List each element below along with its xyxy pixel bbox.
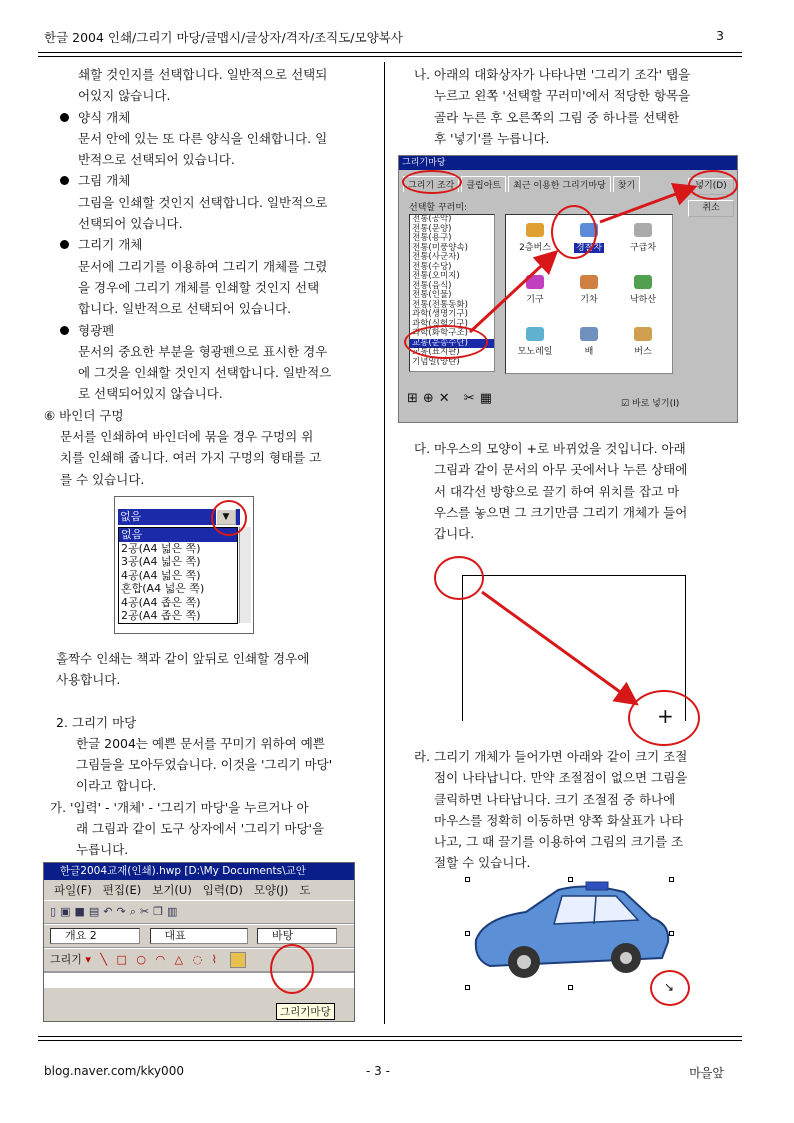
text-line: 사용합니다. — [56, 672, 121, 688]
text-line: 서 대각선 방향으로 끌기 하여 위치를 잡고 마 — [434, 483, 680, 499]
text-line: 홀짝수 인쇄는 책과 같이 앞뒤로 인쇄할 경우에 — [56, 651, 310, 666]
text-line: 그림을 인쇄할 것인지 선택합니다. 일반적으로 — [78, 194, 328, 210]
insert-now-checkbox[interactable]: ☑ 바로 넣기(I) — [621, 399, 680, 409]
item-label: 낙하산 — [629, 295, 657, 305]
list-item[interactable]: 전통(용구) — [412, 233, 452, 243]
section-drawing-gallery: 2. 그리기 마당 — [56, 714, 137, 730]
bullet-highlighter: 형광펜 — [44, 320, 370, 341]
dialog-title: 그리기마당 — [399, 156, 737, 170]
dropdown-option[interactable]: 3공(A4 넓은 쪽) — [121, 555, 201, 568]
list-item[interactable]: 교통(운송수단) — [410, 339, 494, 349]
tooltip: 그리기마당 — [276, 1003, 335, 1020]
text-line: 갑니다. — [434, 526, 475, 542]
text-line: 을 경우에 그리기 개체를 인쇄할 것인지 선택 — [78, 279, 320, 295]
list-item[interactable]: 전통(인물) — [412, 290, 452, 300]
chevron-down-icon[interactable]: ▼ — [216, 509, 236, 525]
bullet-picture-object: 그림 개체 — [44, 170, 370, 191]
style-select[interactable]: 개요 2 — [50, 928, 140, 944]
police-car-image[interactable] — [466, 878, 676, 990]
text-line: 이라고 합니다. — [76, 778, 157, 794]
item-label: 기차 — [580, 295, 598, 305]
text-line: 로 선택되어있지 않습니다. — [78, 386, 223, 402]
paste-icon[interactable]: ▥ — [166, 905, 182, 918]
list-item[interactable]: 전통(미풍양속) — [412, 242, 468, 253]
save-icon[interactable]: ■ — [74, 905, 89, 918]
text-line: 그림들을 모아두었습니다. 이것을 '그리기 마당' — [76, 757, 333, 773]
bullet-drawing-object: 그리기 개체 — [44, 234, 370, 255]
item-label: 배 — [584, 347, 594, 357]
dropdown-option[interactable]: 없음 — [119, 528, 237, 542]
header-page-number: 3 — [716, 28, 724, 43]
resize-handle[interactable] — [465, 877, 470, 882]
tab-search[interactable]: 찾기 — [613, 176, 640, 192]
list-item[interactable]: 과학(생명기구) — [412, 309, 468, 319]
cut-icon[interactable]: ✂ — [139, 905, 154, 918]
list-item[interactable]: 과학(실험기구) — [412, 318, 468, 329]
resize-handle[interactable] — [568, 877, 573, 882]
draw-menu[interactable]: 그리기 — [50, 953, 82, 966]
menu-tools[interactable]: 도 — [299, 883, 311, 897]
text-line: 쇄할 것인지를 선택합니다. 일반적으로 선택되 — [78, 67, 328, 82]
item-label: 경찰차 — [575, 243, 603, 253]
dialog-tool-icons[interactable]: ⊞⊕✕ ✂▦ — [407, 391, 497, 406]
menu-format[interactable]: 모양(J) — [253, 883, 289, 897]
step-ra: 라. 그리기 개체가 들어가면 아래와 같이 크기 조절 — [414, 749, 688, 764]
text-line: 누르고 왼쪽 '선택할 꾸러미'에서 적당한 항목을 — [434, 88, 691, 104]
dropdown-option[interactable]: 2공(A4 넓은 쪽) — [121, 541, 201, 555]
text-line: 합니다. 일반적으로 선택되어 있습니다. — [78, 301, 292, 317]
header-title: 한글 2004 인쇄/그리기 마당/글맵시/글상자/격자/조직도/모양복사 — [44, 30, 403, 45]
text-line: 치를 인쇄해 줍니다. 여러 가지 구멍의 형태를 고 — [60, 450, 322, 466]
bullet-form-object: 양식 개체 — [44, 107, 370, 128]
item-label: 2층버스 — [519, 243, 551, 253]
text-line: 클릭하면 나타납니다. 크기 조절점 중 하나에 — [434, 791, 676, 807]
resize-handle[interactable] — [465, 931, 470, 936]
step-da: 다. 마우스의 모양이 +로 바뀌었을 것입니다. 아래 — [414, 441, 686, 456]
right-column-lower — [414, 746, 724, 874]
resize-arrow-icon: ↘ — [664, 980, 675, 994]
tab-recent[interactable]: 최근 이용한 그리기마당 — [508, 176, 611, 192]
text-line: 점이 나타납니다. 만약 조절점이 없으면 그림을 — [434, 770, 688, 786]
text-line: 나고, 그 때 끌기를 이용하여 그림의 크기를 조 — [434, 834, 684, 850]
footer-rule — [38, 1036, 742, 1037]
text-line: 후 '넣기'를 누릅니다. — [434, 130, 550, 146]
text-line: 문서를 인쇄하여 바인더에 묶을 경우 구멍의 위 — [60, 429, 314, 445]
dropdown-option[interactable]: 4공(A4 좁은 쪽) — [121, 595, 201, 609]
text-line: 문서 안에 있는 또 다른 양식을 인쇄합니다. 일 — [78, 130, 328, 146]
menu-file[interactable]: 파일(F) — [54, 883, 92, 897]
text-line: 를 수 있습니다. — [60, 471, 145, 487]
text-line: 선택되어 있습니다. — [78, 216, 183, 232]
resize-handle[interactable] — [568, 985, 573, 990]
list-item[interactable]: 전통(사군자) — [412, 252, 460, 262]
text-line: 마우스를 정확히 이동하면 양쪽 화살표가 나타 — [434, 812, 684, 828]
resize-handle[interactable] — [669, 931, 674, 936]
text-line: 골라 누른 후 오른쪽의 그림 중 하나를 선택한 — [434, 109, 680, 125]
list-item[interactable]: 전통(수당) — [412, 261, 452, 272]
find-icon[interactable]: ⌕ — [129, 905, 140, 918]
item-label: 구급차 — [629, 243, 657, 253]
list-item[interactable]: 전통(전통동화) — [412, 299, 468, 310]
right-column-mid — [414, 438, 724, 544]
text-line: 우스를 놓으면 그 크기만큼 그리기 개체가 들어 — [434, 504, 688, 520]
step-na: 나. 아래의 대화상자가 나타나면 '그리기 조각' 탭을 — [414, 67, 691, 82]
list-item[interactable]: 전통(음식) — [412, 280, 452, 291]
text-line: 에 그것을 인쇄할 것인지 선택합니다. 일반적으 — [78, 365, 332, 381]
step-ga: 가. '입력' - '개체' - '그리기 마당'을 누르거나 아 — [50, 799, 309, 815]
package-list-label: 선택할 꾸러미: — [409, 203, 468, 213]
footer-rule-2 — [38, 1040, 742, 1041]
list-item[interactable]: 전통(공악) — [412, 214, 452, 224]
font-select[interactable]: 바탕 — [257, 928, 337, 944]
text-line: 절할 수 있습니다. — [434, 855, 531, 871]
text-line: 한글 2004는 예쁜 문서를 꾸미기 위하여 예쁜 — [76, 735, 325, 751]
footer-author: 마을앞 — [689, 1066, 724, 1080]
footer-page: - 3 - — [366, 1064, 390, 1078]
text-line: 어있지 않습니다. — [78, 88, 171, 104]
list-item[interactable]: 교통(표지판) — [412, 347, 460, 357]
text-line: 문서에 그리기를 이용하여 그리기 개체를 그렸 — [78, 258, 328, 274]
list-item[interactable]: 기념일(양탄) — [412, 356, 460, 367]
crosshair-cursor-icon: + — [657, 704, 674, 728]
insert-button[interactable]: 넣기(D) — [688, 178, 734, 195]
redo-icon[interactable]: ↷ — [116, 905, 130, 918]
shape-icons[interactable]: ▾ ╲ □ ○ ◠ △ ◌ ⌇ — [85, 953, 221, 966]
undo-icon[interactable]: ↶ — [103, 905, 117, 918]
resize-handle[interactable] — [669, 877, 674, 882]
item-label: 버스 — [634, 347, 652, 357]
list-item[interactable]: 전통(오미지) — [412, 271, 460, 281]
menu-view[interactable]: 보기(U) — [152, 883, 192, 897]
menu-insert[interactable]: 입력(D) — [202, 883, 243, 897]
tab-drawing-pieces[interactable]: 그리기 조각 — [403, 176, 459, 192]
checkbox-label: 바로 넣기(I) — [631, 399, 680, 409]
tab-clipart[interactable]: 클립아트 — [461, 176, 506, 192]
dropdown-option[interactable]: 4공(A4 넓은 쪽) — [121, 568, 201, 582]
section-binder-holes: ⑥ 바인더 구멍 — [44, 407, 124, 423]
text-line: 래 그림과 같이 도구 상자에서 '그리기 마당'을 — [76, 821, 325, 837]
dropdown-option[interactable]: 혼합(A4 넓은 쪽) — [121, 582, 205, 595]
resize-handle[interactable] — [465, 985, 470, 990]
highlight-circle — [434, 556, 484, 600]
font-lang-select[interactable]: 대표 — [150, 928, 248, 944]
item-label: 모노레일 — [517, 347, 553, 357]
dropdown-option[interactable]: 2공(A4 좁은 쪽) — [121, 609, 201, 622]
text-line: 누릅니다. — [76, 842, 129, 858]
open-icon[interactable]: ▣ — [60, 905, 75, 918]
list-item[interactable]: 과학(화학구조) — [412, 328, 468, 338]
menu-edit[interactable]: 편집(E) — [102, 883, 142, 897]
dropdown-selected[interactable]: 없음 — [118, 509, 240, 525]
list-item[interactable]: 전통(문양) — [412, 223, 452, 234]
print-icon[interactable]: ▤ — [88, 905, 104, 918]
copy-icon[interactable]: ❐ — [153, 905, 167, 918]
footer-blog: blog.naver.com/kky000 — [44, 1064, 184, 1078]
text-line: 반적으로 선택되어 있습니다. — [78, 152, 235, 168]
text-line: 그림과 같이 문서의 아무 곳에서나 누른 상태에 — [434, 462, 688, 478]
window-title: 한글2004교재(인쇄).hwp [D:\My Documents\교안 — [44, 863, 354, 880]
text-line: 문서의 중요한 부분을 형광펜으로 표시한 경우 — [78, 343, 328, 359]
cancel-button[interactable]: 취소 — [688, 200, 734, 217]
new-icon[interactable]: ▯ — [50, 905, 61, 918]
item-label: 기구 — [526, 295, 544, 305]
